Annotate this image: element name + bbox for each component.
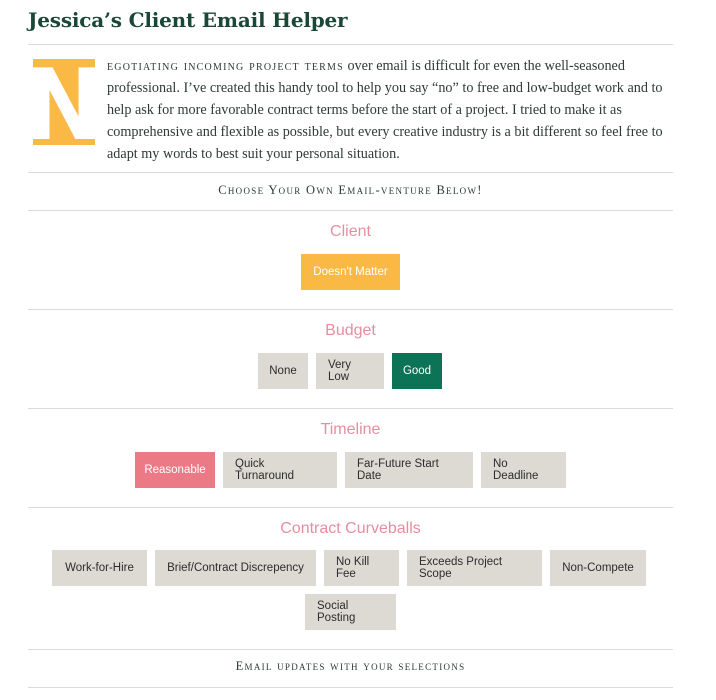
timeline-options	[135, 452, 566, 488]
timeline-option-reasonable[interactable]: Reasonable	[135, 452, 215, 488]
intro-lead: egotiating incoming project terms	[107, 58, 344, 74]
curveballs-options-row-1	[52, 550, 646, 586]
curveball-option-brief-contract-discrepency[interactable]: Brief/Contract Discrepency	[155, 550, 316, 586]
choose-label: Choose Your Own Email-venture Below!	[218, 183, 483, 197]
budget-heading: Budget	[325, 322, 376, 339]
timeline-option-no-deadline[interactable]: No Deadline	[481, 452, 566, 488]
intro-paragraph	[22, 49, 678, 165]
curveball-option-social-posting[interactable]: Social Posting	[305, 594, 396, 630]
curveball-option-exceeds-project-scope[interactable]: Exceeds Project Scope	[407, 550, 542, 586]
timeline-option-far-future-start-date[interactable]: Far-Future Start Date	[345, 452, 473, 488]
divider	[28, 687, 673, 688]
budget-option-very-low[interactable]: Very Low	[316, 353, 384, 389]
curveball-option-work-for-hire[interactable]: Work-for-Hire	[52, 550, 147, 586]
dropcap	[22, 49, 106, 163]
budget-option-none[interactable]: None	[258, 353, 308, 389]
budget-option-good[interactable]: Good	[392, 353, 442, 389]
divider	[28, 172, 673, 173]
curveball-option-no-kill-fee[interactable]: No Kill Fee	[324, 550, 399, 586]
divider	[28, 210, 673, 211]
divider	[28, 649, 673, 650]
curveballs-options-row-2	[305, 594, 396, 630]
budget-options	[258, 353, 442, 389]
timeline-option-quick-turnaround[interactable]: Quick Turnaround	[223, 452, 337, 488]
intro-body: over email is difficult for even the well-seasoned professional. I’ve created this handy tool to help you say “no” to free and low-budget work and to help ask for more favorable contract terms before the start of a project. I tried to make it as comprehensive and flexible as possible, but every creative industry is a bit different so feel free to adapt my words to best suit your personal situation.	[107, 58, 663, 162]
curveball-option-non-compete[interactable]: Non-Compete	[550, 550, 646, 586]
divider	[28, 408, 673, 409]
dropcap-letter-graphic	[22, 49, 106, 163]
dropcap-letter: N	[22, 49, 106, 163]
client-option-doesnt-matter[interactable]: Doesn't Matter	[301, 254, 400, 290]
curveballs-heading: Contract Curveballs	[280, 520, 421, 537]
divider	[28, 309, 673, 310]
timeline-heading: Timeline	[320, 421, 381, 438]
divider	[28, 507, 673, 508]
client-options	[301, 254, 400, 290]
page-title: Jessica’s Client Email Helper	[28, 8, 348, 32]
client-heading: Client	[330, 223, 371, 240]
footer-label: Email updates with your selections	[235, 659, 466, 673]
divider	[28, 44, 673, 45]
